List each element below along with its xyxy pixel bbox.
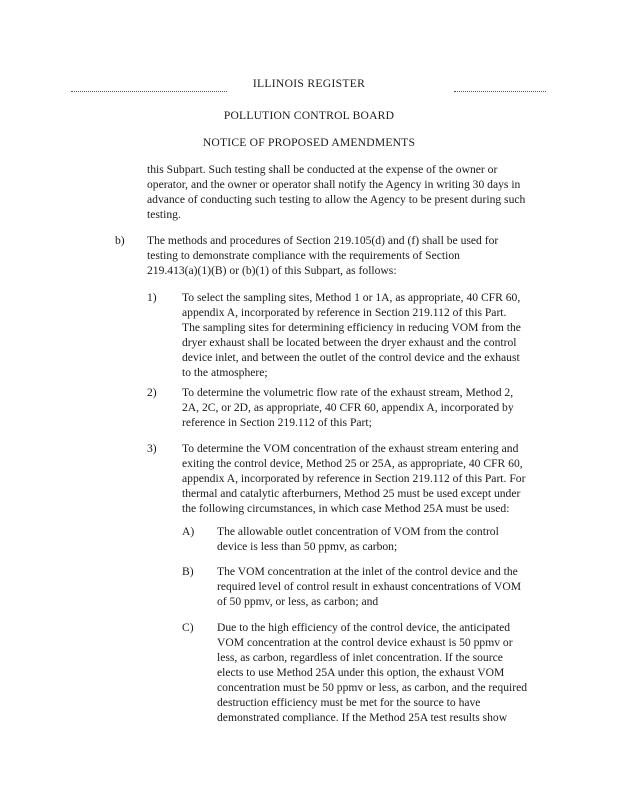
text-line: this Subpart. Such testing shall be conducted at the expense of the owner or [147,163,498,176]
text-line: elects to use Method 25A under this option, the exhaust VOM [217,666,505,679]
text-line: concentration must be 50 ppmv or less, as carbon, and the required [217,681,528,694]
header-rule-right [454,91,546,92]
sub-c-label: C) [182,621,194,634]
agency-name: POLLUTION CONTROL BOARD [223,109,395,122]
text-line: demonstrated compliance. If the Method 25A test results show [217,711,508,724]
text-line: appendix A, incorporated by reference in Section 219.112 of this Part. [182,306,507,319]
text-line: destruction efficiency must be met for the source to have [217,696,481,709]
section-b-paragraph [147,233,587,278]
section-b-label: b) [115,234,125,247]
text-line: operator, and the owner or operator shall notify the Agency in writing 30 days in [147,178,521,191]
sub-c-paragraph [217,620,587,725]
text-line: To determine the volumetric flow rate of the exhaust stream, Method 2, [182,386,514,399]
text-line: to the atmosphere; [182,366,268,379]
text-line: appendix A, incorporated by reference in Section 219.112 of this Part. For [182,472,526,485]
register-title: ILLINOIS REGISTER [252,77,366,90]
text-line: To determine the VOM concentration of the exhaust stream entering and [182,442,519,455]
item-3-label: 3) [147,442,157,455]
text-line: dryer exhaust shall be located between the dryer exhaust and the control [182,336,517,349]
text-line: To select the sampling sites, Method 1 or 1A, as appropriate, 40 CFR 60, [182,291,521,304]
text-line: The VOM concentration at the inlet of the control device and the [217,565,518,578]
text-line: advance of conducting such testing to allow the Agency to be present during such [147,193,526,206]
text-line: VOM concentration at the control device exhaust is 50 ppmv or [217,636,513,649]
text-line: 219.413(a)(1)(B) or (b)(1) of this Subpart, as follows: [147,264,397,277]
text-line: The allowable outlet concentration of VOM from the control [217,525,499,538]
text-line: the following circumstances, in which case Method 25A must be used: [182,502,510,515]
text-line: device is less than 50 ppmv, as carbon; [217,540,398,553]
sub-b-paragraph [217,564,587,609]
text-line: reference in Section 219.112 of this Part; [182,416,372,429]
intro-paragraph [147,162,587,222]
text-line: The sampling sites for determining efficiency in reducing VOM from the [182,321,521,334]
text-line: required level of control result in exhaust concentrations of VOM [217,580,522,593]
notice-heading: NOTICE OF PROPOSED AMENDMENTS [202,136,416,149]
item-3-paragraph [182,441,592,516]
text-line: less, as carbon, regardless of inlet concentration. If the source [217,651,503,664]
text-line: 2A, 2C, or 2D, as appropriate, 40 CFR 60, appendix A, incorporated by [182,401,514,414]
text-line: device inlet, and between the outlet of the control device and the exhaust [182,351,520,364]
text-line: exiting the control device, Method 25 or 25A, as appropriate, 40 CFR 60, [182,457,523,470]
text-line: thermal and catalytic afterburners, Method 25 must be used except under [182,487,521,500]
item-1-paragraph [182,290,592,380]
sub-a-label: A) [182,525,195,538]
text-line: Due to the high efficiency of the control device, the anticipated [217,621,511,634]
text-line: of 50 ppmv, or less, as carbon; and [217,595,379,608]
text-line: testing. [147,208,181,221]
sub-b-label: B) [182,565,194,578]
text-line: The methods and procedures of Section 219.105(d) and (f) shall be used for [147,234,499,247]
header-rule-left [71,91,227,92]
item-2-label: 2) [147,386,157,399]
item-1-label: 1) [147,291,157,304]
item-2-paragraph [182,385,592,430]
text-line: testing to demonstrate compliance with the requirements of Section [147,249,460,262]
sub-a-paragraph [217,524,587,554]
